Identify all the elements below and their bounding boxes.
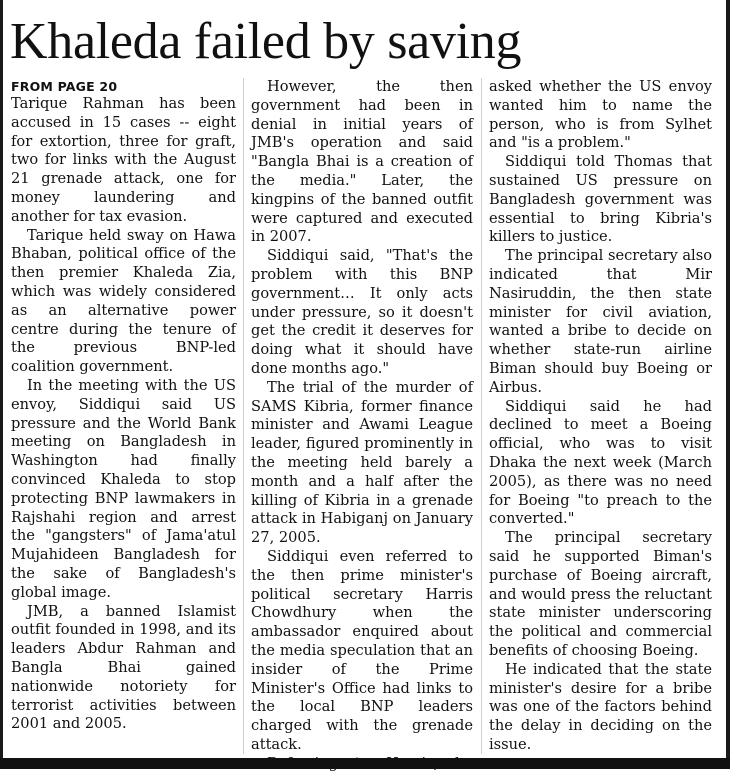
article-column-1: [11, 78, 236, 758]
column-divider: [243, 78, 244, 754]
paragraph: The principal secretary said he supported Biman's purchase of Boeing aircraft, and would press the reluctant state minister underscoring the political and commercial benefits of choosing Boeing.: [489, 529, 712, 659]
paragraph: In the meeting with the US envoy, Siddiqui said US pressure and the World Bank meeting on Bangladesh in Washington had finally convinced Khaleda to stop protecting BNP lawmakers in Rajshahi region and arrest the "gangsters" of Jama'atul Mujahideen Bangladesh for the sake of Bangladesh's global image.: [11, 376, 236, 601]
paragraph: He indicated that the state minister's desire for a bribe was one of the factors behind the delay in deciding on the issue.: [489, 660, 712, 753]
paragraph: Tarique Rahman has been accused in 15 cases -- eight for extortion, three for graft, two for links with the August 21 grenade attack, one for money laundering and another for tax evasion.: [11, 95, 236, 225]
paragraph: Tarique held sway on Hawa Bhaban, political office of the then premier Khaleda Zia, which was widely considered as an alternative power centre during the tenure of the previous BNP-led coalition government.: [11, 226, 236, 376]
continued-from-kicker: FROM PAGE 20: [11, 79, 118, 94]
paragraph: Siddiqui told Thomas that sustained US pressure on Bangladesh government was essential to bring Kibria's killers to justice.: [489, 153, 712, 246]
right-border-rule: [726, 0, 730, 760]
paragraph: The trial of the murder of SAMS Kibria, former finance minister and Awami League leader, figured prominently in the meeting held barely a month and a half after the killing of Kibria in a grenade attack in Habiganj on January 27, 2005.: [251, 378, 473, 547]
paragraph: Siddiqui even referred to the then prime minister's political secretary Harris Chowdhury when the ambassador enquired about the media speculation that an insider of the Prime Minister's Office had links to the local BNP leaders charged with the grenade attack.: [251, 547, 473, 753]
left-border-rule: [0, 0, 3, 760]
paragraph: JMB, a banned Islamist outfit founded in 1998, and its leaders Abdur Rahman and Bangla Bhai gained nationwide notoriety for terrorist activities between 2001 and 2005.: [11, 602, 236, 733]
paragraph: The principal secretary also indicated that Mir Nasiruddin, the then state minister for civil aviation, wanted a bribe to decide on whether state-run airline Biman should buy Boeing or Airbus.: [489, 247, 712, 396]
bottom-border-bar: [0, 758, 730, 769]
paragraph: Siddiqui said, "That's the problem with this BNP government… It only acts under pressure, so it doesn't get the credit it deserves for doing what it should have done months ago.": [251, 247, 473, 377]
article-column-2: [251, 78, 473, 758]
article-column-3: [489, 78, 712, 758]
paragraph: Siddiqui said he had declined to meet a Boeing official, who was to visit Dhaka the next week (March 2005), as there was no need for Boeing "to preach to the converted.": [489, 397, 712, 528]
headline: Khaleda failed by saving: [10, 13, 522, 70]
paragraph-continued: asked whether the US envoy wanted him to name the person, who is from Sylhet and "is a problem.": [489, 78, 712, 152]
paragraph: However, the then government had been in denial in initial years of JMB's operation and said "Bangla Bhai is a creation of the media." Later, the kingpins of the banned outfit were captured and executed in 2007.: [251, 78, 473, 246]
column-divider: [481, 78, 482, 754]
